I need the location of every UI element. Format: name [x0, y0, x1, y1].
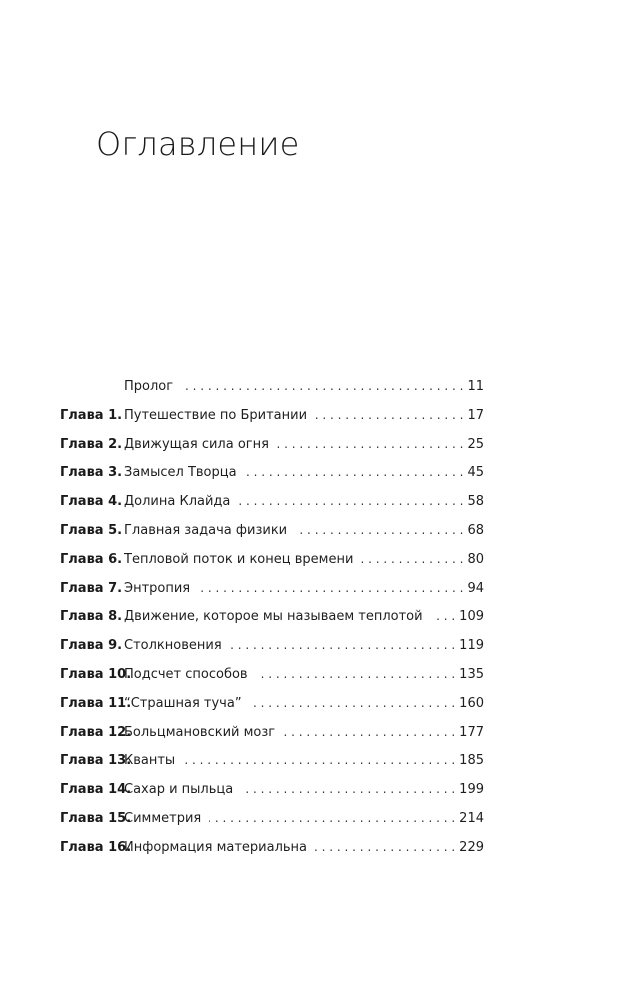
- toc-chapter-title: Пролог: [124, 379, 174, 394]
- dot-leader: [283, 718, 455, 747]
- toc-chapter-label: Глава 7.: [60, 580, 123, 596]
- toc-page-number: 11: [467, 379, 484, 394]
- toc-row[interactable]: [60, 602, 484, 631]
- toc-row[interactable]: [60, 660, 484, 689]
- dot-leader: [295, 516, 463, 545]
- toc-row[interactable]: [60, 516, 484, 545]
- toc-page-number: 68: [467, 522, 484, 538]
- toc-chapter-label: Глава 13.: [60, 753, 132, 769]
- toc-page-number: 214: [459, 810, 484, 826]
- toc-chapter-label: Глава 3.: [60, 465, 123, 481]
- toc-page-number: 160: [459, 695, 484, 711]
- toc-row[interactable]: [60, 458, 484, 487]
- toc-row[interactable]: [60, 372, 484, 401]
- toc-chapter-title: Движущая сила огня: [124, 436, 269, 452]
- toc-page-number: 25: [467, 436, 484, 452]
- dot-leader: [209, 804, 455, 833]
- toc-page-number: 229: [459, 839, 484, 855]
- toc-chapter-label: Глава 1.: [60, 407, 123, 423]
- toc-row[interactable]: [60, 430, 484, 459]
- toc-chapter-title: Сахар и пыльца: [124, 782, 234, 798]
- table-of-contents: [60, 372, 484, 862]
- dot-leader: [230, 631, 456, 660]
- toc-chapter-label: Глава 4.: [60, 494, 123, 510]
- toc-page-number: 109: [459, 609, 484, 625]
- toc-chapter-title: Главная задача физики: [124, 522, 288, 538]
- toc-row[interactable]: [60, 833, 484, 862]
- toc-chapter-label: Глава 14.: [60, 782, 132, 798]
- toc-page-number: 185: [459, 753, 484, 769]
- page-title: Оглавление: [96, 125, 300, 164]
- toc-row[interactable]: [60, 718, 484, 747]
- dot-leader: [181, 372, 463, 401]
- toc-page-number: 94: [467, 580, 484, 596]
- toc-chapter-title: Движение, которое мы называем теплотой: [124, 609, 423, 625]
- toc-page-number: 199: [459, 782, 484, 798]
- toc-page-number: 119: [459, 638, 484, 654]
- toc-page-number: 17: [467, 407, 484, 423]
- toc-chapter-label: Глава 6.: [60, 551, 123, 567]
- dot-leader: [250, 689, 456, 718]
- toc-page-number: 135: [459, 666, 484, 682]
- toc-chapter-label: Глава 16.: [60, 839, 132, 855]
- toc-chapter-title: Подсчет способов: [124, 666, 248, 682]
- dot-leader: [238, 487, 463, 516]
- toc-row[interactable]: [60, 574, 484, 603]
- dot-leader: [431, 602, 456, 631]
- toc-row[interactable]: [60, 804, 484, 833]
- toc-chapter-title: Информация материальна: [124, 839, 308, 855]
- toc-row[interactable]: [60, 631, 484, 660]
- toc-chapter-title: Энтропия: [124, 580, 191, 596]
- toc-row[interactable]: [60, 545, 484, 574]
- toc-row[interactable]: [60, 401, 484, 430]
- toc-chapter-label: Глава 8.: [60, 609, 123, 625]
- toc-chapter-title: “Страшная туча”: [124, 695, 242, 711]
- toc-page-number: 58: [467, 494, 484, 510]
- dot-leader: [361, 545, 463, 574]
- toc-chapter-title: Кванты: [124, 753, 176, 769]
- dot-leader: [315, 833, 455, 862]
- dot-leader: [241, 775, 455, 804]
- toc-chapter-title: Симметрия: [124, 810, 202, 826]
- toc-row[interactable]: [60, 746, 484, 775]
- toc-chapter-label: Глава 5.: [60, 522, 123, 538]
- toc-chapter-title: Тепловой поток и конец времени: [124, 551, 354, 567]
- toc-chapter-label: Глава 15.: [60, 810, 132, 826]
- dot-leader: [277, 430, 464, 459]
- toc-page-number: 80: [467, 551, 484, 567]
- dot-leader: [256, 660, 456, 689]
- dot-leader: [315, 401, 463, 430]
- dot-leader: [245, 458, 464, 487]
- toc-chapter-title: Столкновения: [124, 638, 222, 654]
- toc-chapter-title: Путешествие по Британии: [124, 407, 308, 423]
- toc-chapter-title: Замысел Творца: [124, 465, 237, 481]
- dot-leader: [198, 574, 463, 603]
- toc-chapter-label: Глава 10.: [60, 666, 132, 682]
- toc-chapter-title: Долина Клайда: [124, 494, 231, 510]
- toc-chapter-label: Глава 12.: [60, 724, 132, 740]
- toc-chapter-label: Глава 9.: [60, 638, 123, 654]
- toc-page-number: 177: [459, 724, 484, 740]
- toc-row[interactable]: [60, 689, 484, 718]
- toc-chapter-label: Глава 11.: [60, 695, 132, 711]
- toc-chapter-title: Больцмановский мозг: [124, 724, 276, 740]
- toc-page-number: 45: [467, 465, 484, 481]
- toc-row[interactable]: [60, 775, 484, 804]
- toc-row[interactable]: [60, 487, 484, 516]
- toc-chapter-label: Глава 2.: [60, 436, 123, 452]
- dot-leader: [183, 746, 455, 775]
